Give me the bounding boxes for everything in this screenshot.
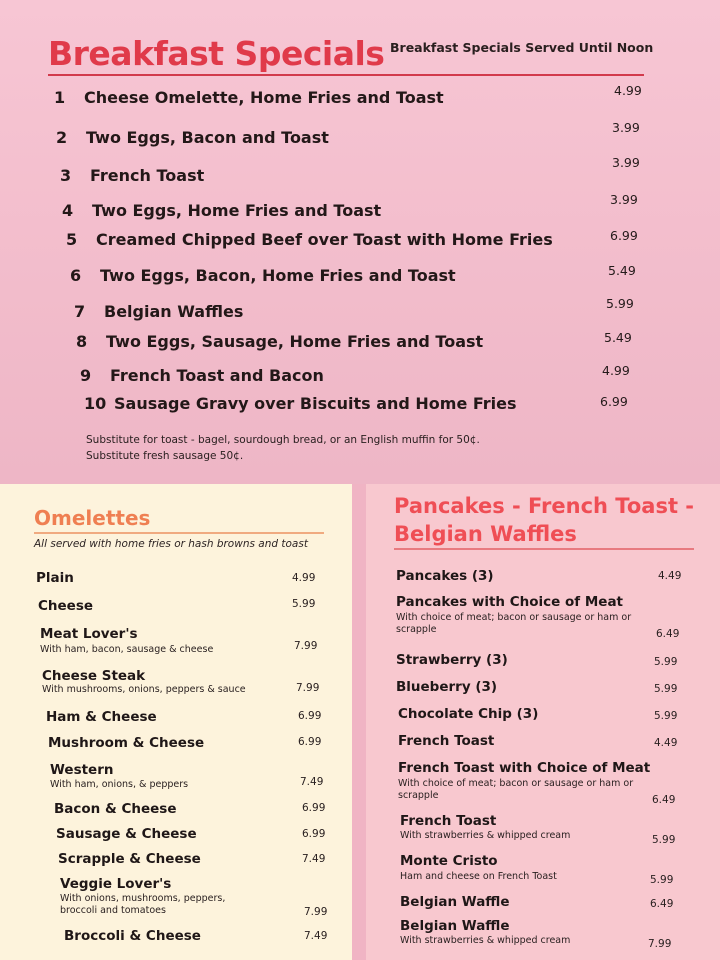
omelette-name: Meat Lover's bbox=[40, 626, 138, 642]
omelette-name: Scrapple & Cheese bbox=[58, 851, 201, 867]
omelette-price: 6.99 bbox=[302, 802, 326, 814]
pancake-item-name: Pancakes with Choice of Meat bbox=[396, 594, 624, 610]
omelettes-section bbox=[0, 484, 352, 960]
omelette-price: 7.99 bbox=[296, 682, 320, 694]
breakfast-specials-subtitle: Breakfast Specials Served Until Noon bbox=[390, 40, 654, 55]
omelette-price: 7.49 bbox=[302, 853, 326, 865]
special-item bbox=[62, 201, 381, 220]
special-price: 6.99 bbox=[600, 394, 628, 409]
omelette-name: Western bbox=[50, 762, 114, 778]
pancake-item-description: With strawberries & whipped cream bbox=[400, 935, 571, 946]
pancake-item-name: Strawberry (3) bbox=[396, 652, 508, 668]
omelette-price: 7.49 bbox=[300, 776, 324, 788]
omelette-price: 7.99 bbox=[304, 906, 328, 918]
special-item bbox=[66, 230, 553, 249]
special-number: 1 bbox=[54, 88, 66, 107]
special-name: Cheese Omelette, Home Fries and Toast bbox=[84, 88, 444, 107]
breakfast-specials-title: Breakfast Specials bbox=[48, 34, 385, 73]
pancakes-section bbox=[366, 484, 720, 960]
special-price: 5.49 bbox=[608, 263, 636, 278]
special-price: 5.49 bbox=[604, 330, 632, 345]
special-number: 6 bbox=[70, 266, 82, 285]
special-item bbox=[56, 128, 329, 147]
special-price: 4.99 bbox=[602, 363, 630, 378]
omelette-price: 6.99 bbox=[298, 736, 322, 748]
special-number: 3 bbox=[60, 166, 72, 185]
omelette-name: Bacon & Cheese bbox=[54, 801, 177, 817]
special-price: 3.99 bbox=[612, 155, 640, 170]
omelettes-divider bbox=[34, 532, 324, 534]
pancake-item-name: French Toast bbox=[400, 813, 497, 829]
pancake-item-price: 4.49 bbox=[658, 570, 682, 582]
special-number: 10 bbox=[84, 394, 107, 413]
omelette-name: Veggie Lover's bbox=[60, 876, 172, 892]
omelette-description: With ham, bacon, sausage & cheese bbox=[40, 644, 214, 655]
special-name: Two Eggs, Sausage, Home Fries and Toast bbox=[106, 332, 484, 351]
special-name: French Toast and Bacon bbox=[110, 366, 324, 385]
special-number: 9 bbox=[80, 366, 92, 385]
special-name: Two Eggs, Home Fries and Toast bbox=[92, 201, 382, 220]
special-price: 5.99 bbox=[606, 296, 634, 311]
omelette-name: Cheese bbox=[38, 598, 94, 614]
omelettes-title: Omelettes bbox=[34, 506, 151, 530]
special-name: Belgian Waffles bbox=[104, 302, 244, 321]
pancake-item-description: With strawberries & whipped cream bbox=[400, 830, 571, 841]
omelette-price: 7.99 bbox=[294, 640, 318, 652]
omelette-description: With mushrooms, onions, peppers & sauce bbox=[42, 684, 246, 695]
pancake-item-name: Blueberry (3) bbox=[396, 679, 498, 695]
special-item bbox=[76, 332, 483, 351]
omelette-price: 6.99 bbox=[298, 710, 322, 722]
omelette-name: Sausage & Cheese bbox=[56, 826, 197, 842]
pancake-item-description: With choice of meat; bacon or sausage or ham or scrapple bbox=[398, 778, 634, 801]
substitution-note: Substitute fresh sausage 50¢. bbox=[86, 450, 244, 462]
omelette-price: 4.99 bbox=[292, 572, 316, 584]
special-name: Sausage Gravy over Biscuits and Home Fries bbox=[114, 394, 517, 413]
omelette-price: 7.49 bbox=[304, 930, 328, 942]
pancake-item-price: 5.99 bbox=[654, 710, 678, 722]
omelette-name: Plain bbox=[36, 570, 74, 586]
special-price: 6.99 bbox=[610, 228, 638, 243]
pancake-item-price: 5.99 bbox=[652, 834, 676, 846]
pancake-item-price: 5.99 bbox=[654, 656, 678, 668]
pancake-item-name: Monte Cristo bbox=[400, 853, 498, 869]
special-number: 4 bbox=[62, 201, 74, 220]
special-number: 5 bbox=[66, 230, 78, 249]
pancake-item-name: Belgian Waffle bbox=[400, 918, 510, 934]
special-number: 7 bbox=[74, 302, 86, 321]
omelette-description: With ham, onions, & peppers bbox=[50, 779, 189, 790]
special-item bbox=[70, 266, 456, 285]
pancakes-divider bbox=[394, 548, 694, 550]
special-item bbox=[80, 366, 324, 385]
pancake-item-name: Chocolate Chip (3) bbox=[398, 706, 539, 722]
special-item bbox=[54, 88, 444, 107]
pancake-item-name: French Toast with Choice of Meat bbox=[398, 760, 651, 776]
omelette-description: With onions, mushrooms, peppers, broccoli and tomatoes bbox=[60, 893, 226, 916]
omelette-name: Mushroom & Cheese bbox=[48, 735, 205, 751]
pancake-item-price: 6.49 bbox=[656, 628, 680, 640]
special-item bbox=[60, 166, 204, 185]
special-name: Creamed Chipped Beef over Toast with Home Fries bbox=[96, 230, 553, 249]
pancake-item-name: Pancakes (3) bbox=[396, 568, 494, 584]
special-item bbox=[84, 394, 517, 413]
pancake-item-price: 6.49 bbox=[652, 794, 676, 806]
pancake-item-price: 7.99 bbox=[648, 938, 672, 950]
omelette-price: 6.99 bbox=[302, 828, 326, 840]
pancake-item-price: 5.99 bbox=[650, 874, 674, 886]
pancake-item-description: Ham and cheese on French Toast bbox=[400, 871, 557, 882]
pancake-item-price: 6.49 bbox=[650, 898, 674, 910]
pancake-item-price: 4.49 bbox=[654, 737, 678, 749]
omelette-name: Ham & Cheese bbox=[46, 709, 157, 725]
omelette-name: Broccoli & Cheese bbox=[64, 928, 201, 944]
pancake-item-price: 5.99 bbox=[654, 683, 678, 695]
omelette-price: 5.99 bbox=[292, 598, 316, 610]
special-price: 3.99 bbox=[612, 120, 640, 135]
pancake-item-description: With choice of meat; bacon or sausage or ham or scrapple bbox=[396, 612, 632, 635]
special-item bbox=[74, 302, 243, 321]
special-name: French Toast bbox=[90, 166, 205, 185]
special-name: Two Eggs, Bacon and Toast bbox=[86, 128, 329, 147]
substitution-note: Substitute for toast - bagel, sourdough bread, or an English muffin for 50¢. bbox=[86, 434, 480, 446]
title-divider bbox=[48, 74, 644, 76]
pancakes-title: Pancakes - French Toast - Belgian Waffles bbox=[394, 494, 695, 546]
pancake-item-name: Belgian Waffle bbox=[400, 894, 510, 910]
special-price: 3.99 bbox=[610, 192, 638, 207]
omelettes-subtitle: All served with home fries or hash browns and toast bbox=[34, 538, 308, 550]
special-price: 4.99 bbox=[614, 83, 642, 98]
special-number: 2 bbox=[56, 128, 68, 147]
omelette-name: Cheese Steak bbox=[42, 668, 146, 684]
pancake-item-name: French Toast bbox=[398, 733, 495, 749]
special-number: 8 bbox=[76, 332, 88, 351]
special-name: Two Eggs, Bacon, Home Fries and Toast bbox=[100, 266, 456, 285]
